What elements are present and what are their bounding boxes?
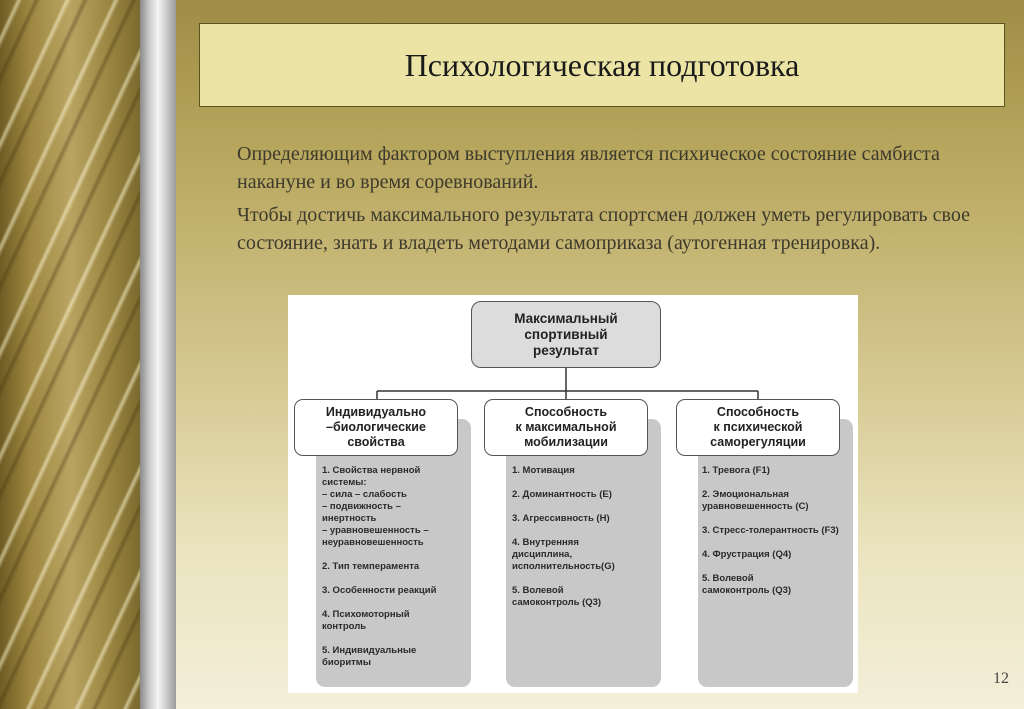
list-item: 4. Фрустрация (Q4) <box>702 549 792 560</box>
left-decorative-border <box>0 0 140 709</box>
list-item: 1. Мотивация <box>512 465 575 476</box>
slide-title: Психологическая подготовка <box>404 46 800 83</box>
list-item: 2. Доминантность (Е) <box>512 489 612 500</box>
column-list-1 <box>322 465 472 681</box>
list-item: 2. Эмоциональная уравновешенность (С) <box>702 489 809 512</box>
list-item: 3. Особенности реакций <box>322 585 437 596</box>
list-item: 1. Тревога (F1) <box>702 465 770 476</box>
title-box <box>199 23 1005 107</box>
list-item: 3. Агрессивность (Н) <box>512 513 610 524</box>
list-item: 5. Индивидуальные биоритмы <box>322 645 417 668</box>
column-list-2 <box>512 465 662 621</box>
hierarchy-diagram <box>288 295 858 693</box>
list-item: 4. Внутренняя дисциплина, исполнительность(G) <box>512 537 615 572</box>
list-item: 4. Психомоторный контроль <box>322 609 410 632</box>
category-node-2: Способность к максимальной мобилизации <box>484 399 648 456</box>
category-node-1: Индивидуально –биологические свойства <box>294 399 458 456</box>
list-item: 5. Волевой самоконтроль (Q3) <box>512 585 602 608</box>
left-silver-band <box>140 0 176 709</box>
list-item: 1. Свойства нервной системы: – сила – слабость – подвижность – инертность – уравновешенность – неуравновешенность <box>322 465 429 548</box>
list-item: 2. Тип темперамента <box>322 561 420 572</box>
column-list-3 <box>702 465 852 609</box>
category-node-3: Способность к психической саморегуляции <box>676 399 840 456</box>
paragraph-2: Чтобы достичь максимального результата спортсмен должен уметь регулировать свое состояние, знать и владеть методами самоприказа (аутогенная тренировка). <box>237 204 970 254</box>
list-item: 5. Волевой самоконтроль (Q3) <box>702 573 792 596</box>
list-item: 3. Стресс-толерантность (F3) <box>702 525 839 536</box>
top-node-max-result: Максимальный спортивный результат <box>471 301 661 368</box>
page-number: 12 <box>993 670 1009 687</box>
paragraph-1: Определяющим фактором выступления является психическое состояние самбиста накануне и во время соревнований. <box>237 143 940 193</box>
